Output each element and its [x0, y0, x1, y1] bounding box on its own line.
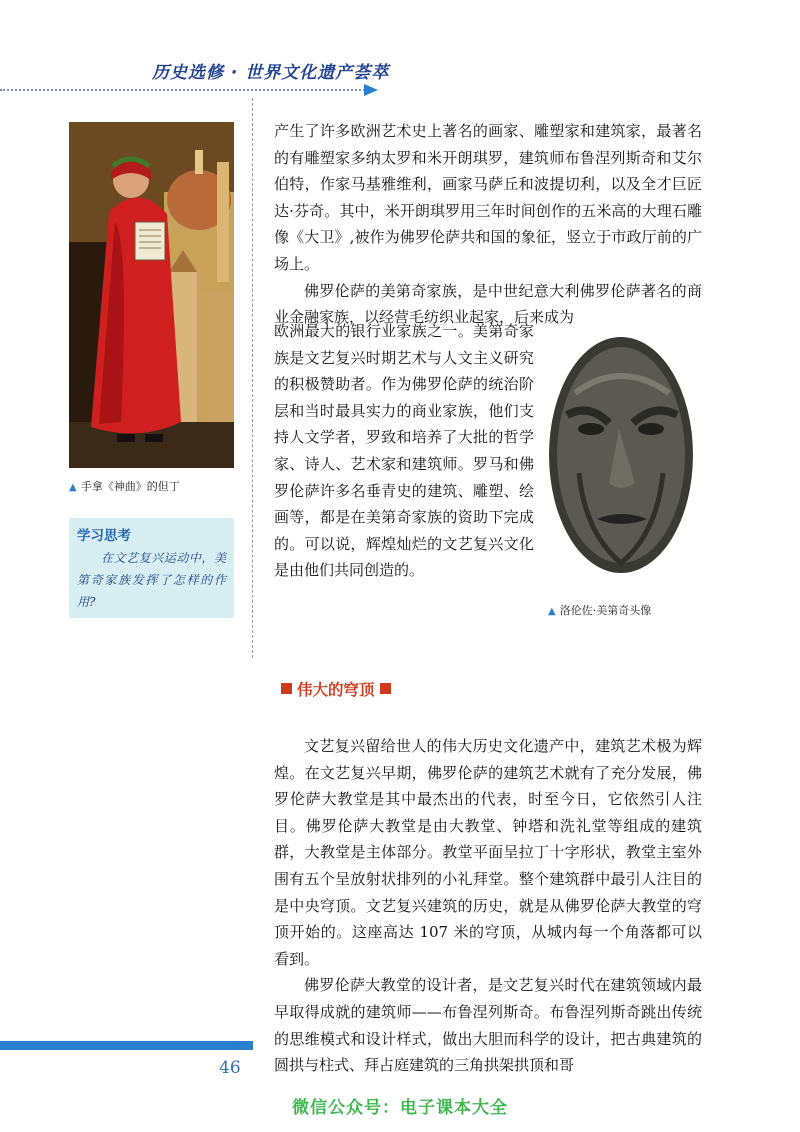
body-paragraph-2-intro: 佛罗伦萨的美第奇家族，是中世纪意大利佛罗伦萨著名的商业金融家族，以经营毛纺织业起家，后来成为 — [274, 281, 702, 327]
study-box-title: 学习思考 — [77, 528, 131, 544]
dante-painting — [69, 122, 234, 468]
study-box-question: 在文艺复兴运动中，美第奇家族发挥了怎样的作用? — [77, 551, 226, 609]
caption-triangle-icon: ▲ — [548, 606, 556, 617]
column-divider — [252, 98, 253, 658]
footer-watermark: 微信公众号：电子课本大全 — [292, 1098, 508, 1118]
footer-blue-bar — [0, 1041, 253, 1050]
header-arrow-icon — [364, 84, 378, 96]
heading-square-icon — [380, 683, 391, 694]
medici-bust-photo — [539, 333, 701, 589]
body-paragraph-1: 产生了许多欧洲艺术史上著名的画家、雕塑家和建筑家，最著名的有雕塑家多纳太罗和米开朗琪罗，建筑师布鲁涅列斯奇和艾尔伯特，作家马基雅维利，画家马萨丘和波提切利，以及全才巨匠达·芬奇。其中，米开朗琪罗用三年时间创作的五米高的大理石雕像《大卫》,被作为佛罗伦萨共和国的象征，竖立于市政厅前的广场上。 — [274, 122, 702, 273]
header-dotted-rule — [0, 89, 372, 91]
dante-caption: ▲ 手拿《神曲》的但丁 — [69, 480, 180, 493]
medici-caption: ▲ 洛伦佐·美第奇头像 — [548, 604, 652, 617]
caption-triangle-icon: ▲ — [69, 482, 77, 493]
body-paragraph-2-rest: 欧洲最大的银行业家族之一。美第奇家族是文艺复兴时期艺术与人文主义研究的积极赞助者。作为佛罗伦萨的统治阶层和当时最具实力的商业家族，他们支持人文学者，罗致和培养了大批的哲学家、诗人、艺术家和建筑师。罗马和佛罗伦萨许多名垂青史的建筑、雕塑、绘画等，都是在美第奇家族的资助下完成的。可以说，辉煌灿烂的文艺复兴文化是由他们共同创造的。 — [274, 322, 534, 580]
page-number: 46 — [219, 1058, 241, 1078]
body-text-top — [274, 118, 702, 331]
section-paragraph-2: 佛罗伦萨大教堂的设计者，是文艺复兴时代在建筑领域内最早取得成就的建筑师——布鲁涅列斯奇。布鲁涅列斯奇跳出传统的思维模式和设计样式，做出大胆而科学的设计，把古典建筑的圆拱与柱式、拜占庭建筑的三角拱架拱顶和哥 — [274, 976, 702, 1075]
section-text — [274, 733, 702, 1079]
header-title: 历史选修 · 世界文化遗产荟萃 — [152, 63, 390, 83]
section-heading: 伟大的穹顶 — [276, 678, 396, 700]
heading-square-icon — [281, 683, 292, 694]
body-text-left-of-image — [274, 318, 534, 584]
section-paragraph-1: 文艺复兴留给世人的伟大历史文化遗产中，建筑艺术极为辉煌。在文艺复兴早期，佛罗伦萨的建筑艺术就有了充分发展，佛罗伦萨大教堂是其中最杰出的代表，时至今日，它依然引人注目。佛罗伦萨大教堂是由大教堂、钟塔和洗礼堂等组成的建筑群，大教堂是主体部分。教堂平面呈拉丁十字形状，教堂主室外围有五个呈放射状排列的小礼拜堂。整个建筑群中最引人注目的是中央穹顶。文艺复兴建筑的历史，就是从佛罗伦萨大教堂的穹顶开始的。这座高达 107 米的穹顶，从城内每一个角落都可以看到。 — [274, 737, 702, 968]
study-think-box — [69, 518, 234, 618]
